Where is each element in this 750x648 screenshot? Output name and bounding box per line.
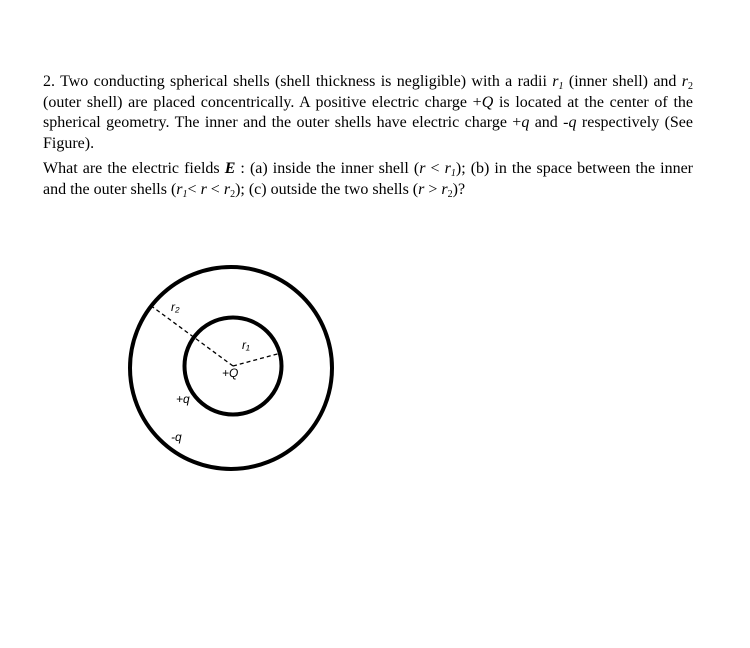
outer-shell-charge-label: -q <box>171 430 182 444</box>
var-r: r <box>681 73 688 90</box>
var-r: r <box>552 73 559 90</box>
problem-question: What are the electric fields E : (a) inside the inner shell $(r < r_1)$; (b) in the space between the inner and the outer shells $(r_1< r < r_2)$; (c) outside the two shells $(r > r_2)$? <box>43 160 694 200</box>
inner-shell-charge-label: +q <box>176 392 190 406</box>
outer-radius-label: r₂ <box>171 300 180 314</box>
var-E: E <box>224 160 236 177</box>
var-q: q <box>521 114 530 131</box>
var-q: q <box>568 114 577 131</box>
inner-radius-line <box>233 353 281 366</box>
var-Q: Q <box>481 93 494 111</box>
problem-number: 2. <box>43 73 55 90</box>
problem-statement: 2. Two conducting spherical shells (shell thickness is negligible) with a radii $r_1$ (inner shell) and $r_2$ (outer shell) are placed concentrically. A positive electric charge +Q is located at the center of the spherical geometry. The inner and the outer shells have electric charge +q and -q respectively (See Figure). <box>43 73 693 152</box>
center-charge-label: +Q <box>222 366 239 380</box>
outer-radius-line <box>150 305 233 366</box>
inner-radius-label: r₁ <box>242 338 250 352</box>
